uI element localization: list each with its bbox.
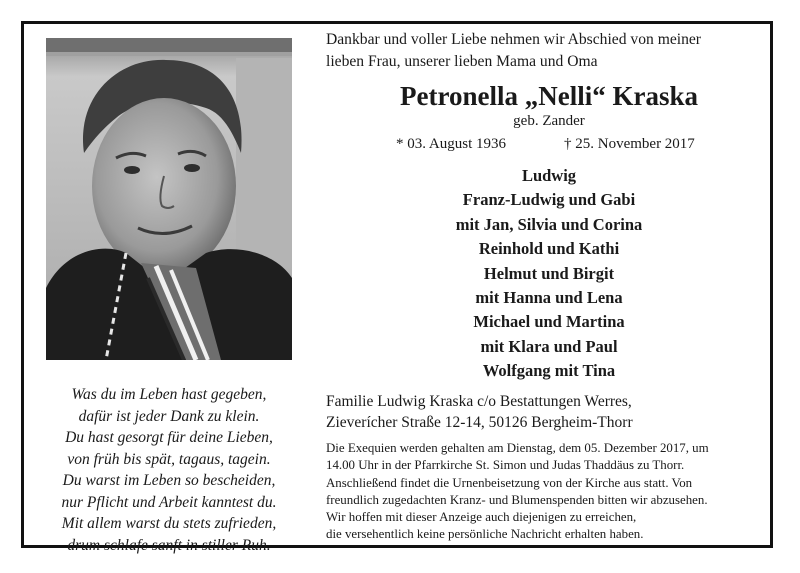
mourner-entry: mit Jan, Silvia und Corina <box>455 214 643 234</box>
farewell-intro <box>326 29 772 73</box>
poem-line: dafür ist jeder Dank zu klein. <box>78 407 260 425</box>
death-date: † 25. November 2017 <box>564 136 695 152</box>
poem-line: Du hast gesorgt für deine Lieben, <box>65 429 273 446</box>
notice-line: 14.00 Uhr in der Pfarrkirche St. Simon und Judas Thaddäus zu Thorr. <box>326 458 685 473</box>
deceased-name: Petronella „Nelli“ Kraska <box>400 81 698 111</box>
maiden-name: geb. Zander <box>513 113 585 129</box>
mourner-entry: Helmut und Birgit <box>483 263 615 283</box>
mourner-entry: mit Hanna und Lena <box>475 288 623 308</box>
notice-line: freundlich zugedachten Kranz- und Blumenspenden bitten wir abzusehen. <box>326 492 708 507</box>
poem-line: drum schlafe sanft in stiller Ruh. <box>67 536 271 554</box>
memorial-poem <box>40 384 298 556</box>
funeral-notice <box>326 440 772 544</box>
address-line: Familie Ludwig Kraska c/o Bestattungen Werres, <box>326 393 632 410</box>
portrait-photo <box>46 38 292 360</box>
mourner-entry: Franz-Ludwig und Gabi <box>462 190 636 210</box>
notice-line: Anschließend findet die Urnenbeisetzung von der Kirche aus statt. Von <box>326 475 693 490</box>
birth-date: * 03. August 1936 <box>396 136 507 152</box>
intro-line: Dankbar und voller Liebe nehmen wir Abschied von meiner <box>326 31 702 48</box>
poem-line: nur Pflicht und Arbeit kanntest du. <box>61 493 277 511</box>
address-line: Zieverícher Straße 12-14, 50126 Bergheim-Thorr <box>326 414 633 431</box>
poem-line: von früh bis spät, tagaus, tagein. <box>67 450 271 468</box>
contact-address <box>326 391 772 433</box>
notice-line: Die Exequien werden gehalten am Dienstag, dem 05. Dezember 2017, um <box>326 441 709 455</box>
notice-line: Wir hoffen mit dieser Anzeige auch diejenigen zu erreichen, <box>326 510 637 525</box>
mourner-entry: Wolfgang mit Tina <box>482 361 616 381</box>
intro-line: lieben Frau, unserer lieben Mama und Oma <box>326 53 598 70</box>
poem-line: Was du im Leben hast gegeben, <box>71 386 267 403</box>
mourner-entry: Ludwig <box>521 166 577 185</box>
mourners-list <box>326 164 772 384</box>
mourner-entry: Reinhold und Kathi <box>478 239 620 259</box>
notice-line: die versehentlich keine persönliche Nachricht erhalten haben. <box>326 527 644 542</box>
poem-line: Mit allem warst du stets zufrieden, <box>61 515 277 532</box>
poem-line: Du warst im Leben so bescheiden, <box>62 472 276 489</box>
mourner-entry: Michael und Martina <box>473 312 625 332</box>
mourner-entry: mit Klara und Paul <box>480 336 618 356</box>
